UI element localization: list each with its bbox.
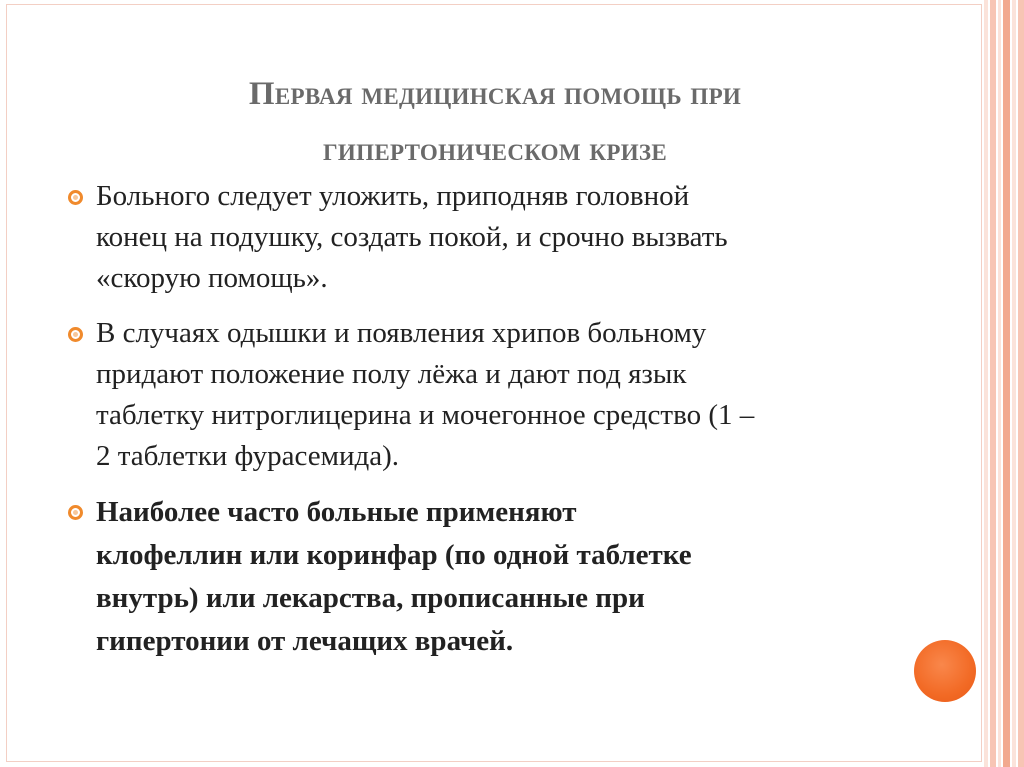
stripe-1 <box>984 0 988 767</box>
slide-title-line: гипертоническом кризе <box>323 132 667 168</box>
stripe-4 <box>1003 0 1010 767</box>
bullet-line: клофеллин или коринфар (по одной таблетке <box>96 539 692 571</box>
bullet-text <box>96 176 890 299</box>
bullet-line: придают положение полу лёжа и дают под язык <box>96 358 687 390</box>
stripe-2 <box>990 0 996 767</box>
bullet-line: 2 таблетки фурасемида). <box>96 440 399 472</box>
bullet-line: Наиболее часто больные применяют <box>96 496 577 528</box>
stripe-6 <box>1018 0 1024 767</box>
hollow-circle-bullet-icon <box>68 505 83 520</box>
hollow-circle-bullet-icon <box>68 190 83 205</box>
slide-title <box>80 66 910 178</box>
bullet-item <box>60 313 890 477</box>
slide-title-line: Первая медицинская помощь при <box>248 76 742 112</box>
stripe-3 <box>998 0 1001 767</box>
bullet-line: гипертонии от лечащих врачей. <box>96 625 514 657</box>
bullet-line: конец на подушку, создать покой, и срочно вызвать <box>96 221 728 253</box>
bullet-line: В случаях одышки и появления хрипов больному <box>96 317 707 349</box>
bullet-line: внутрь) или лекарства, прописанные при <box>96 582 645 614</box>
orange-circle-icon <box>914 640 976 702</box>
bullet-item <box>60 491 890 663</box>
bullet-item <box>60 176 890 299</box>
stripe-5 <box>1012 0 1016 767</box>
hollow-circle-bullet-icon <box>68 327 83 342</box>
decorative-stripes <box>984 0 1024 767</box>
bullet-line: таблетку нитроглицерина и мочегонное средство (1 – <box>96 399 755 431</box>
bullet-list <box>60 176 890 677</box>
bullet-line: Больного следует уложить, приподняв головной <box>96 180 690 212</box>
bullet-text <box>96 313 890 477</box>
bullet-text <box>96 491 890 663</box>
bullet-line: «скорую помощь». <box>96 262 328 294</box>
